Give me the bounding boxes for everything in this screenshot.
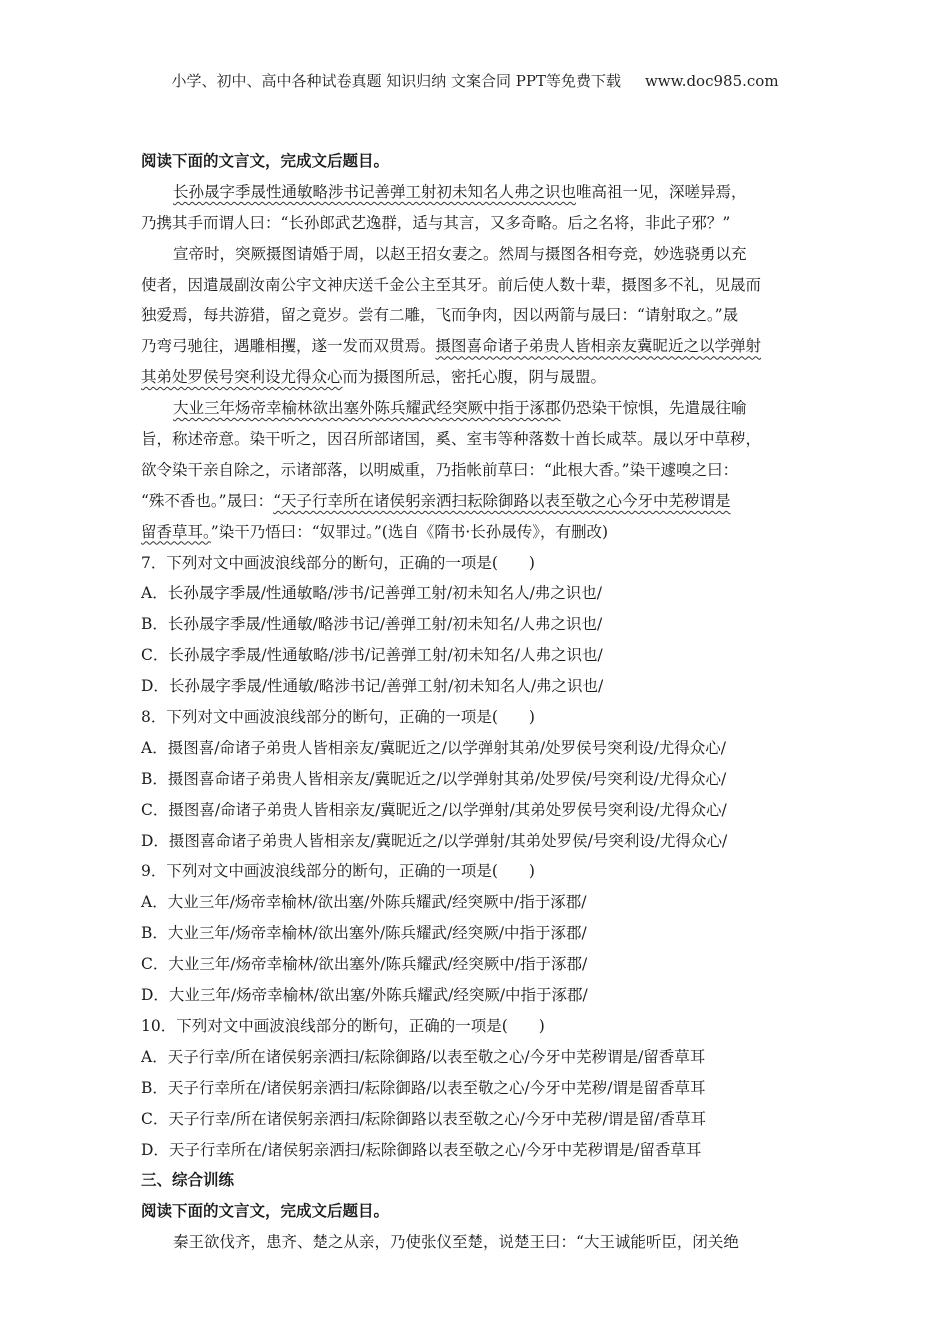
question-10-option-a: A．天子行幸/所在诸侯躬亲洒扫/耘除御路/以表至敬之心/今牙中芜秽谓是/留香草耳 <box>141 1047 706 1066</box>
question-10-option-b: B．天子行幸所在/诸侯躬亲洒扫/耘除御路/以表至敬之心/今牙中芜秽/谓是留香草耳 <box>141 1078 706 1097</box>
question-8-option-d: D．摄图喜命诸子弟贵人皆相亲友/冀昵近之/以学弹射/其弟处罗侯/号突利设/尤得众心/ <box>141 831 728 850</box>
question-9-option-b: B．大业三年/炀帝幸榆林/欲出塞外/陈兵耀武/经突厥/中指于涿郡/ <box>141 924 587 943</box>
passage1-instruction: 阅读下面的文言文，完成文后题目。 <box>141 151 390 170</box>
document-body <box>141 146 817 1258</box>
question-9-option-d: D．大业三年/炀帝幸榆林/欲出塞/外陈兵耀武/经突厥/中指于涿郡/ <box>141 986 588 1005</box>
section-3-passage-line1: 秦王欲伐齐，患齐、楚之从亲，乃使张仪至楚，说楚王曰：“大王诚能听臣，闭关绝 <box>173 1233 739 1252</box>
question-8-stem: 8．下列对文中画波浪线部分的断句，正确的一项是( ) <box>141 708 535 727</box>
passage1-p2-line4: 乃弯弓驰往，遇雕相攫，遂一发而双贯焉。摄图喜命诸子弟贵人皆相亲友冀昵近之以学弹射 <box>141 337 762 356</box>
question-7-option-d: D．长孙晟字季晟/性通敏/略涉书记/善弹工射/初未知名人/弗之识也/ <box>141 677 604 696</box>
wavy-segment-q8-a: 摄图喜命诸子弟贵人皆相亲友冀昵近之以学弹射 <box>435 337 762 356</box>
section-3-title: 三、综合训练 <box>141 1170 235 1190</box>
question-10-option-d: D．天子行幸所在/诸侯躬亲洒扫/耘除御路以表至敬之心/今牙中芜秽谓是/留香草耳 <box>141 1140 702 1159</box>
passage1-p2-line2: 使者，因遣晟副汝南公宇文神庆送千金公主至其牙。前后使人数十辈，摄图多不礼，见晟而 <box>141 275 762 294</box>
wavy-segment-q10-a: “天子行幸所在诸侯躬亲洒扫耘除御路以表至敬之心今牙中芜秽谓是 <box>273 491 731 510</box>
question-8-option-b: B．摄图喜命诸子弟贵人皆相亲友/冀昵近之/以学弹射其弟/处罗侯/号突利设/尤得众心/ <box>141 769 727 788</box>
question-10-option-c: C．天子行幸/所在诸侯躬亲洒扫/耘除御路以表至敬之心/今牙中芜秽/谓是留/香草耳 <box>141 1109 706 1128</box>
question-7-option-a: A．长孙晟字季晟/性通敏略/涉书/记善弹工射/初未知名人/弗之识也/ <box>141 584 603 603</box>
passage1-p3-line5: 留香草耳。”染干乃悟曰：“奴罪过。”(选自《隋书·长孙晟传》，有删改) <box>141 522 609 541</box>
header-text: 小学、初中、高中各种试卷真题 知识归纳 文案合同 PPT等免费下载 <box>171 72 621 90</box>
question-7-option-b: B．长孙晟字季晟/性通敏/略涉书记/善弹工射/初未知名/人弗之识也/ <box>141 615 603 634</box>
passage1-p2-line3: 独爱焉，每共游猎，留之竟岁。尝有二雕，飞而争肉，因以两箭与晟曰：“请射取之。”晟 <box>141 306 739 325</box>
passage1-p3-line2: 旨，称述帝意。染干听之，因召所部诸国，奚、室韦等种落数十酋长咸萃。晟以牙中草秽， <box>141 430 762 449</box>
question-7-stem: 7．下列对文中画波浪线部分的断句，正确的一项是( ) <box>141 553 535 572</box>
passage1-p2-line5: 其弟处罗侯号突利设尤得众心而为摄图所忌，密托心腹，阴与晟盟。 <box>141 368 607 387</box>
wavy-segment-q10-b: 留香草耳。 <box>141 522 211 541</box>
question-9-option-a: A．大业三年/炀帝幸榆林/欲出塞/外陈兵耀武/经突厥中/指于涿郡/ <box>141 893 587 912</box>
page-header <box>0 70 950 91</box>
passage1-p3-line4: “殊不香也。”晟曰：“天子行幸所在诸侯躬亲洒扫耘除御路以表至敬之心今牙中芜秽谓是 <box>141 491 731 510</box>
header-site: www.doc985.com <box>644 72 779 90</box>
passage1-p2-line1: 宣帝时，突厥摄图请婚于周，以赵王招女妻之。然周与摄图各相夸竞，妙选骁勇以充 <box>173 244 747 263</box>
question-9-option-c: C．大业三年/炀帝幸榆林/欲出塞外/陈兵耀武/经突厥中/指于涿郡/ <box>141 955 588 974</box>
wavy-segment-q8-b: 其弟处罗侯号突利设尤得众心 <box>141 368 343 387</box>
question-8-option-c: C．摄图喜/命诸子弟贵人皆相亲友/冀昵近之/以学弹射/其弟处罗侯号突利设/尤得众心/ <box>141 800 727 819</box>
question-7-option-c: C．长孙晟字季晟/性通敏略/涉书/记善弹工射/初未知名/人弗之识也/ <box>141 646 603 665</box>
wavy-segment-q9: 大业三年炀帝幸榆林欲出塞外陈兵耀武经突厥中指于涿郡 <box>173 399 561 418</box>
question-10-stem: 10．下列对文中画波浪线部分的断句，正确的一项是( ) <box>141 1016 545 1035</box>
question-9-stem: 9．下列对文中画波浪线部分的断句，正确的一项是( ) <box>141 862 535 881</box>
passage1-p3-line3: 欲令染干亲自除之，示诸部落，以明威重，乃指帐前草曰：“此根大香。”染干遽嗅之曰： <box>141 460 739 479</box>
wavy-segment-q7: 长孙晟字季晟性通敏略涉书记善弹工射初未知名人弗之识也 <box>173 182 577 201</box>
passage1-p3-line1: 大业三年炀帝幸榆林欲出塞外陈兵耀武经突厥中指于涿郡仍恐染干惊惧，先遣晟往喻 <box>173 399 747 418</box>
question-8-option-a: A．摄图喜/命诸子弟贵人皆相亲友/冀昵近之/以学弹射其弟/处罗侯号突利设/尤得众心/ <box>141 738 727 757</box>
section-3-instruction: 阅读下面的文言文，完成文后题目。 <box>141 1201 390 1221</box>
passage1-p1-line2: 乃携其手而谓人曰：“长孙郎武艺逸群，适与其言，又多奇略。后之名将，非此子邪？” <box>141 213 731 232</box>
passage1-p1-line1: 长孙晟字季晟性通敏略涉书记善弹工射初未知名人弗之识也唯高祖一见，深嗟异焉， <box>173 182 747 201</box>
